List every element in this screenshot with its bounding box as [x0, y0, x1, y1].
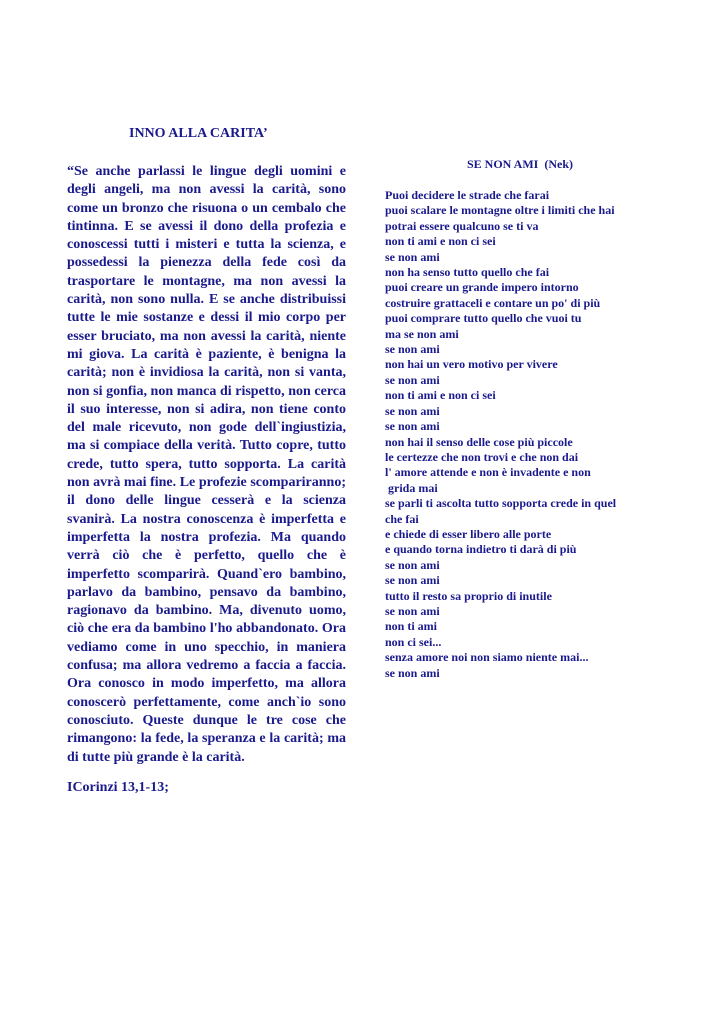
lyric-line: non ti ami e non ci sei	[385, 234, 496, 249]
lyric-line: e quando torna indietro ti darà di più	[385, 542, 577, 557]
lyric-line: non ti ami	[385, 619, 438, 634]
lyric-line: non ti ami e non ci sei	[385, 388, 496, 403]
hymn-column	[67, 125, 346, 797]
lyric-line: non ha senso tutto quello che fai	[385, 265, 550, 280]
lyric-line: se non ami	[385, 573, 440, 588]
lyric-line: tutto il resto sa proprio di inutile	[385, 588, 552, 603]
lyric-line: ma se non ami	[385, 326, 459, 341]
lyric-line: se non ami	[385, 342, 440, 357]
lyric-line: se non ami	[385, 603, 440, 618]
lyric-line: puoi scalare le montagne oltre i limiti che hai	[385, 203, 615, 218]
lyric-line: grida mai	[385, 480, 438, 495]
lyric-line: puoi comprare tutto quello che vuoi tu	[385, 311, 582, 326]
lyric-line: se non ami	[385, 372, 440, 387]
lyric-line: costruire grattaceli e contare un po' di più	[385, 295, 601, 310]
lyric-line: che fai	[385, 511, 419, 526]
hymn-title: INNO ALLA CARITA’	[129, 126, 268, 141]
song-column	[385, 156, 675, 681]
song-lyrics	[385, 188, 675, 681]
lyric-line: non hai il senso delle cose più piccole	[385, 434, 573, 449]
hymn-text: “Se anche parlassi le lingue degli uomini e degli angeli, ma non avessi la carità, sono come un bronzo che risuona o un cembalo che tintinna. E se avessi il dono della profezia e conoscessi tutti i misteri e tutta la scienza, e possedessi la pienezza della fede così da trasportare le montagne, ma non avessi la carità, non sono nulla. E se anche distribuissi tutte le mie sostanze e dessi il mio corpo per esser bruciato, ma non avessi la carità, niente mi giova. La carità è paziente, è benigna la carità; non è invidiosa la carità, non si vanta, non si gonfia, non manca di rispetto, non cerca il suo interesse, non si adira, non tiene conto del male ricevuto, non gode dell`ingiustizia, ma si compiace della verità. Tutto copre, tutto crede, tutto spera, tutto sopporta. La carità non avrà mai fine. Le profezie scompariranno; il dono delle lingue cesserà e la scienza svanirà. La nostra conoscenza è imperfetta e imperfetta la nostra profezia. Ma quando verrà ciò che è perfetto, quello che è imperfetto scomparirà. Quand`ero bambino, parlavo da bambino, pensavo da bambino, ragionavo da bambino. Ma, divenuto uomo, ciò che era da bambino l'ho abbandonato. Ora vediamo come in uno specchio, in maniera confusa; ma allora vedremo a faccia a faccia. Ora conosco in modo imperfetto, ma allora conoscerò perfettamente, come anch`io sono conosciuto. Queste dunque le tre cose che rimangono: la fede, la speranza e la carità; ma di tutte più grande è la carità.	[67, 164, 346, 765]
lyric-line: e chiede di esser libero alle porte	[385, 526, 552, 541]
lyric-line: se non ami	[385, 403, 440, 418]
lyric-line: se non ami	[385, 557, 440, 572]
lyric-line: se non ami	[385, 665, 440, 680]
lyric-line: potrai essere qualcuno se ti va	[385, 218, 539, 233]
lyric-line: non hai un vero motivo per vivere	[385, 357, 558, 372]
lyric-line: puoi creare un grande impero intorno	[385, 280, 579, 295]
lyric-line: non ci sei...	[385, 634, 442, 649]
song-title: SE NON AMI (Nek)	[467, 157, 574, 171]
lyric-line: se non ami	[385, 419, 440, 434]
lyric-line: se non ami	[385, 249, 440, 264]
lyric-line: l' amore attende e non è invadente e non	[385, 465, 591, 480]
hymn-reference: ICorinzi 13,1-13;	[67, 779, 169, 795]
lyric-line: se parli ti ascolta tutto sopporta crede in quel	[385, 496, 617, 511]
lyric-line: Puoi decidere le strade che farai	[385, 188, 550, 202]
lyric-line: le certezze che non trovi e che non dai	[385, 449, 579, 464]
lyric-line: senza amore noi non siamo niente mai...	[385, 650, 589, 665]
